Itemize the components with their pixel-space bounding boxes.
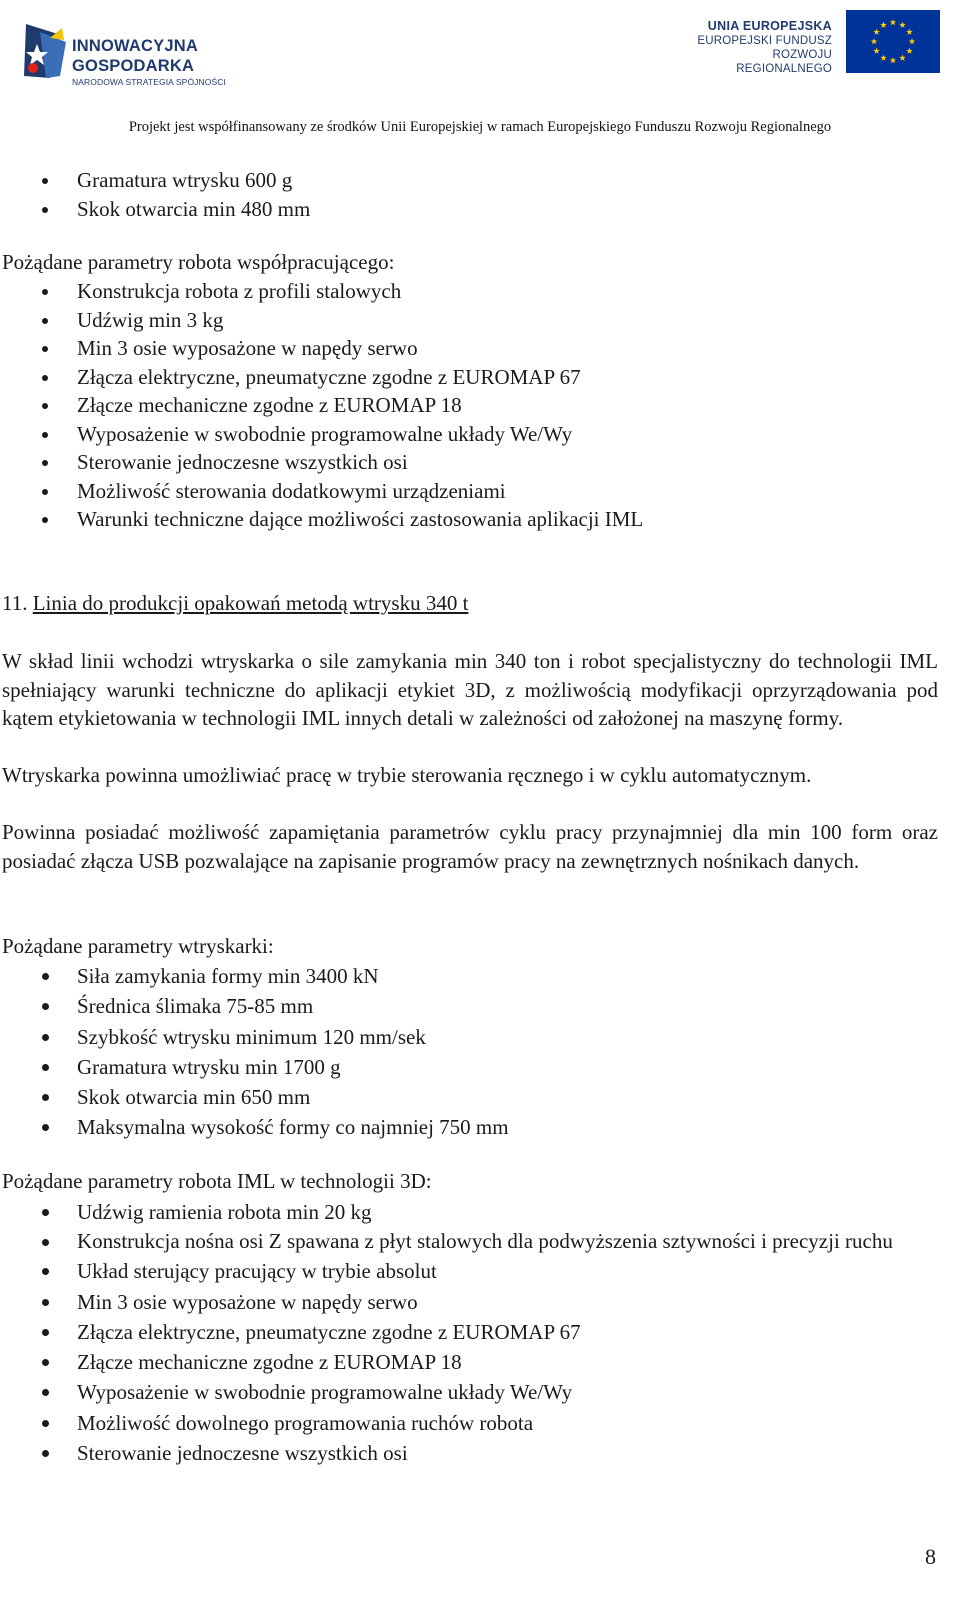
list-item: Średnica ślimaka 75-85 mm bbox=[42, 991, 509, 1021]
top-bullet-list bbox=[42, 166, 310, 223]
robot-params-list bbox=[42, 277, 643, 534]
section-paragraph-1: W skład linii wchodzi wtryskarka o sile zamykania min 340 ton i robot specjalistyczny do technologii IML spełniający warunki techniczne do aplikacji etykiet 3D, z możliwością modyfikacji oprzyrządowania pod kątem etykietowania w technologii IML innych detali w zależności od założonej na maszynę formy. bbox=[2, 649, 938, 731]
injection-params-list bbox=[42, 961, 509, 1143]
innowacyjna-gospodarka-subtitle: NARODOWA STRATEGIA SPÓJNOŚCI bbox=[72, 77, 226, 87]
robot-params-heading: Pożądane parametry robota współpracującego: bbox=[2, 250, 395, 274]
list-item: Możliwość dowolnego programowania ruchów robota bbox=[42, 1408, 933, 1438]
eu-logo-line2: EUROPEJSKI FUNDUSZ bbox=[697, 35, 832, 47]
list-item: Złącza elektryczne, pneumatyczne zgodne z EUROMAP 67 bbox=[42, 363, 643, 392]
list-item: Szybkość wtrysku minimum 120 mm/sek bbox=[42, 1022, 509, 1052]
list-item: Układ sterujący pracujący w trybie absolut bbox=[42, 1256, 933, 1286]
iml-params-list bbox=[42, 1197, 933, 1468]
list-item: Złącze mechaniczne zgodne z EUROMAP 18 bbox=[42, 391, 643, 420]
list-item: Konstrukcja nośna osi Z spawana z płyt stalowych dla podwyższenia sztywności i precyzji ruchu bbox=[42, 1227, 933, 1256]
section-number: 11. bbox=[2, 591, 28, 615]
list-item: Złącze mechaniczne zgodne z EUROMAP 18 bbox=[42, 1347, 933, 1377]
list-item: Możliwość sterowania dodatkowymi urządzeniami bbox=[42, 477, 643, 506]
cofinancing-note: Projekt jest współfinansowany ze środków Unii Europejskiej w ramach Europejskiego Funduszu Rozwoju Regionalnego bbox=[128, 119, 832, 135]
list-item: Maksymalna wysokość formy co najmniej 750 mm bbox=[42, 1112, 509, 1142]
injection-params-heading: Pożądane parametry wtryskarki: bbox=[2, 934, 274, 958]
eu-fund-logo bbox=[690, 10, 940, 76]
list-item: Skok otwarcia min 480 mm bbox=[42, 195, 310, 224]
innowacyjna-gospodarka-logo bbox=[20, 18, 320, 87]
section-paragraph-3: Powinna posiadać możliwość zapamiętania parametrów cyklu pracy przynajmniej dla min 100 form oraz posiadać złącza USB pozwalające na zapisanie programów pracy na zewnętrznych nośnikach danych. bbox=[2, 820, 938, 873]
list-item: Gramatura wtrysku 600 g bbox=[42, 166, 310, 195]
list-item: Wyposażenie w swobodnie programowalne układy We/Wy bbox=[42, 420, 643, 449]
list-item: Gramatura wtrysku min 1700 g bbox=[42, 1052, 509, 1082]
innowacyjna-gospodarka-mark-icon bbox=[20, 18, 76, 82]
list-item: Skok otwarcia min 650 mm bbox=[42, 1082, 509, 1112]
list-item: Udźwig min 3 kg bbox=[42, 306, 643, 335]
section-11-heading bbox=[2, 589, 468, 617]
innowacyjna-gospodarka-title: INNOWACYJNA GOSPODARKA bbox=[72, 37, 198, 75]
section-paragraph-2: Wtryskarka powinna umożliwiać pracę w trybie sterowania ręcznego i w cyklu automatycznym. bbox=[2, 763, 812, 787]
eu-flag-icon bbox=[846, 10, 940, 73]
list-item: Siła zamykania formy min 3400 kN bbox=[42, 961, 509, 991]
list-item: Udźwig ramienia robota min 20 kg bbox=[42, 1197, 933, 1227]
list-item: Min 3 osie wyposażone w napędy serwo bbox=[42, 1287, 933, 1317]
iml-params-heading: Pożądane parametry robota IML w technologii 3D: bbox=[2, 1169, 432, 1193]
section-title: Linia do produkcji opakowań metodą wtrysku 340 t bbox=[32, 591, 469, 615]
list-item: Min 3 osie wyposażone w napędy serwo bbox=[42, 334, 643, 363]
page-number: 8 bbox=[925, 1544, 936, 1569]
list-item: Warunki techniczne dające możliwości zastosowania aplikacji IML bbox=[42, 505, 643, 534]
list-item: Sterowanie jednoczesne wszystkich osi bbox=[42, 448, 643, 477]
eu-logo-line1: UNIA EUROPEJSKA bbox=[707, 19, 832, 33]
list-item: Złącza elektryczne, pneumatyczne zgodne z EUROMAP 67 bbox=[42, 1317, 933, 1347]
eu-logo-line3: ROZWOJU REGIONALNEGO bbox=[736, 49, 832, 75]
list-item: Wyposażenie w swobodnie programowalne układy We/Wy bbox=[42, 1377, 933, 1407]
list-item: Sterowanie jednoczesne wszystkich osi bbox=[42, 1438, 933, 1468]
list-item: Konstrukcja robota z profili stalowych bbox=[42, 277, 643, 306]
